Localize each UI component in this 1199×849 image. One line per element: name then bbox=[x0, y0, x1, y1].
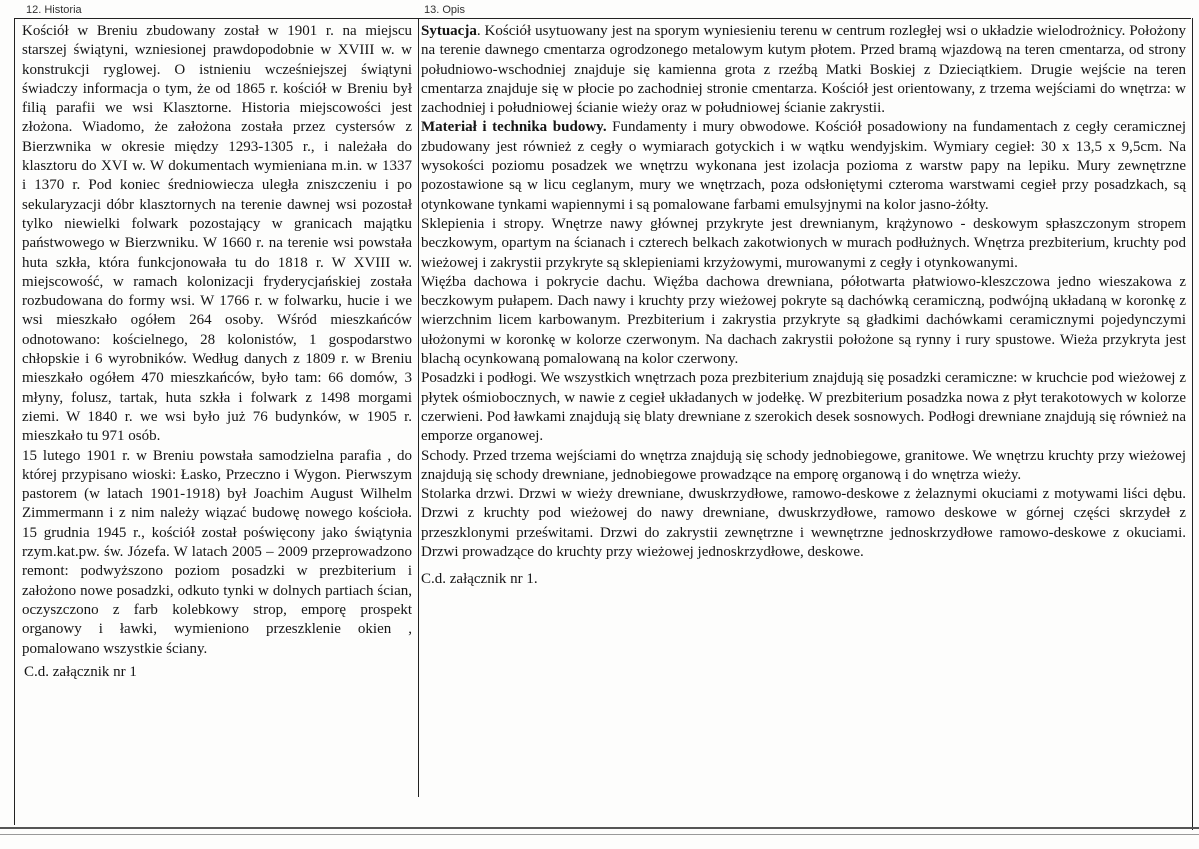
description-column bbox=[421, 22, 1186, 590]
description-section-heading: 13. Opis bbox=[424, 4, 465, 16]
history-column bbox=[22, 22, 412, 682]
frame-right-line bbox=[1192, 18, 1193, 830]
block-text: . Kościół usytuowany jest na sporym wyniesieniu terenu w centrum rozległej wsi o układzie wielodrożnicy. Położony na terenie dawnego cmentarza ogrodzonego metalowym kutym płotem. Przed bramą wjazdową na teren cmentarza, od strony południowo-wschodniej znajduje się kamienna grota z rzeźbą Matki Boskiej z Dzieciątkiem. Drugie wejście na teren cmentarza znajduje się w płocie po zachodniej stronie cmentarza. Kościół jest orientowany, z trzema wejściami do wnętrza: w zachodniej i południowej ścianie wieży oraz w południowej ścianie zakrystii. bbox=[421, 23, 1186, 117]
block-text: Stolarka drzwi. Drzwi w wieży drewniane, dwuskrzydłowe, ramowo-deskowe z żelaznymi okuciami z motywami liści dębu. Drzwi z kruchty pod wieżowej do nawy drewniane, dwuskrzydłowe, ramowo deskowe w górnej części skrzydeł z przeszklonymi prześwitami. Drzwi do zakrystii zewnętrzne i wewnętrzne jednoskrzydłowe ramowo-deskowe z okuciami. Drzwi prowadzące do kruchty przy wieżowej jednoskrzydłowe, deskowe. bbox=[421, 486, 1186, 561]
block-lead: Materiał i technika budowy. bbox=[421, 119, 607, 136]
column-divider bbox=[418, 18, 419, 797]
block-text: Posadzki i podłogi. We wszystkich wnętrzach poza prezbiterium znajdują się posadzki ceramiczne: w kruchcie pod wieżowej z płytek ośmiobocznych, w nawie z cegieł układanych w jodełkę. W prezbiterium posadzka nowa z płyt terakotowych w kolorze czerwieni. Pod ławkami znajdują się blaty drewniane z szerokich desek sosnowych. Podłogi drewniane znajdują się również na emporze organowej. bbox=[421, 370, 1186, 445]
frame-bottom-line-secondary bbox=[0, 834, 1199, 835]
history-paragraph: Kościół w Breniu zbudowany został w 1901 r. na miejscu starszej świątyni, wzniesionej prawdopodobnie w XVIII w. w konstrukcji ryglowej. O istnieniu wcześniejszej świątyni świadczy informacja o tym, że od 1865 r. kościół w Breniu był filią parafii we wsi Klasztorne. Historia miejscowości jest złożona. Wiadomo, że założona została przez cystersów z Bierzwnika w okresie między 1293-1305 r., i należała do klasztoru do XVI w. W dokumentach wymieniana m.in. w 1337 i 1370 r. Pod koniec średniowiecza uległa zniszczeniu i po sekularyzacji dóbr klasztornych na terenie dawnej wsi pozostał tylko niewielki folwark pozostający w granicach majątku państwowego w Bierzwniku. W 1660 r. na terenie wsi powstała huta szkła, która funkcjonowała tu do 1818 r. W XVIII w. miejscowość, w ramach kolonizacji fryderycjańskiej została rozbudowana do formy wsi. W 1766 r. w folwarku, hucie i we wsi mieszkało ogółem 264 osoby. Wśród mieszkańców odnotowano: kościelnego, 28 kolonistów, 1 gospodarstwo chłopskie i 6 wyrobników. Według danych z 1809 r. w Breniu mieszkało ogółem 470 mieszkańców, było tam: 66 domów, 3 młyny, folusz, tartak, huta szkła i folwark z 1498 morgami ziemi. W 1840 r. we wsi było już 76 budynków, w 1905 r. mieszkało tu 971 osób. bbox=[22, 23, 412, 445]
description-block-roof bbox=[421, 273, 1186, 369]
description-attachment-note: C.d. załącznik nr 1. bbox=[421, 571, 538, 588]
block-text: Schody. Przed trzema wejściami do wnętrza znajdują się schody jednobiegowe, granitowe. We wnętrzu kruchty przy wieżowej znajdują się schody drewniane, jednobiegowe prowadzące na emporę organową i do wnętrza wieży. bbox=[421, 447, 1186, 483]
description-block-material bbox=[421, 118, 1186, 214]
block-lead: Sytuacja bbox=[421, 23, 477, 39]
frame-top-line bbox=[14, 18, 1191, 19]
history-section-heading: 12. Historia bbox=[26, 4, 82, 16]
description-block-floors bbox=[421, 369, 1186, 446]
history-paragraph: 15 lutego 1901 r. w Breniu powstała samodzielna parafia , do której przypisano wioski: Łasko, Przeczno i Wygon. Pierwszym pastorem (w latach 1901-1918) był Joachim August Wilhelm Zimmermann i z nim należy wiązać budowę nowego kościoła. 15 grudnia 1945 r., kościół został poświęcony jako świątynia rzym.kat.pw. św. Józefa. W latach 2005 – 2009 przeprowadzono remont: podwyższono poziom posadzki w prezbiterium i założono nowe posadzki, odkuto tynki w dolnych partiach ścian, oczyszczono z farb kolebkowy strop, emporę prospekt organowy i ławki, wymieniono przeszklenie okien , pomalowano wszystkie ściany. bbox=[22, 447, 412, 657]
frame-bottom-line bbox=[0, 827, 1199, 829]
description-block-situation bbox=[421, 22, 1186, 118]
block-text: Fundamenty i mury obwodowe. Kościół posadowiony na fundamentach z cegły ceramicznej zbudowany jest również z cegły o wymiarach gotyckich i w wątku wendyjskim. Wymiary cegieł: 30 x 13,5 x 9,5cm. Na wysokości poziomu posadzek we wnętrzu wykonana jest izolacja pozioma z warstw papy na lepiku. Mury zewnętrzne pozostawione są w licu ceglanym, mury we wnętrzach, poza odsłoniętymi czteroma warstwami cegieł przy posadzkach, są otynkowane tynkami wapiennymi i są pomalowane farbami emulsyjnymi na kolor jasno-żółty. bbox=[421, 119, 1186, 213]
description-block-doors bbox=[421, 485, 1186, 562]
description-block-stairs bbox=[421, 447, 1186, 486]
block-text: Sklepienia i stropy. Wnętrze nawy głównej przykryte jest drewnianym, krążynowo - deskowym spłaszczonym stropem beczkowym, opartym na ścianach i czterech belkach zakotwionych w murach podłużnych. Wnętrza prezbiterium, kruchty pod wieżowej i zakrystii przykryte są sklepieniami krzyżowymi, murowanymi z cegły i otynkowanymi. bbox=[421, 215, 1186, 271]
description-block-vaults bbox=[421, 215, 1186, 273]
block-text: Więźba dachowa i pokrycie dachu. Więźba dachowa drewniana, półotwarta płatwiowo-kleszczowa jedno wieszakowa z beczkowym pułapem. Dach nawy i kruchty przy wieżowej pokryte są dachówką ceramiczną, podwójną układaną w koronkę z wierzchnim licem karbowanym. Prezbiterium i zakrystia przykryte są gładkimi dachówkami ceramicznymi pojedynczymi ułożonymi w koronkę w kolorze czerwonym. Na dachach zakrystii położone są rynny i rury spustowe. Wieża przykryta jest blachą ocynkowaną pomalowaną na kolor czerwony. bbox=[421, 273, 1186, 368]
history-attachment-note: C.d. załącznik nr 1 bbox=[24, 663, 137, 680]
frame-left-line bbox=[14, 18, 15, 825]
